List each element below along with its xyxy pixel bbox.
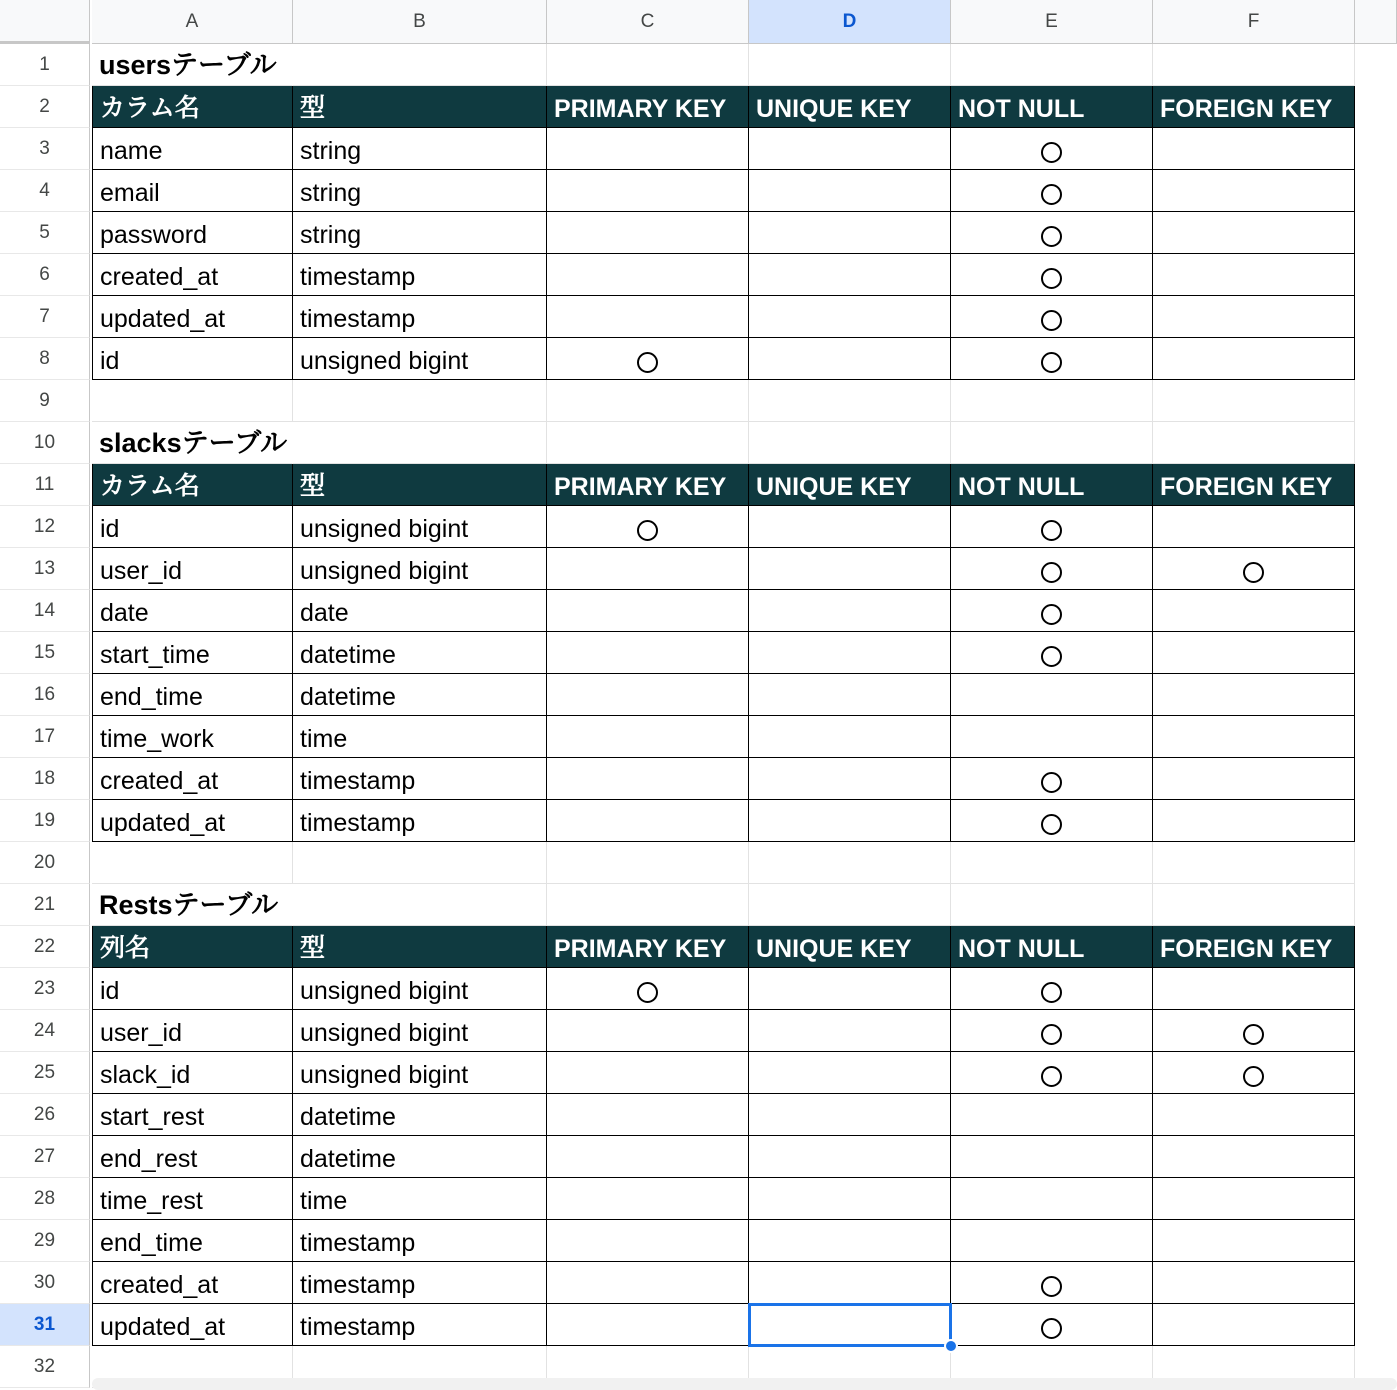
- foreign-key-cell[interactable]: [1153, 800, 1355, 842]
- row-header-1[interactable]: 1: [0, 44, 90, 86]
- unique-key-cell[interactable]: [749, 296, 951, 338]
- header-primary-key[interactable]: PRIMARY KEY: [547, 86, 749, 128]
- primary-key-cell[interactable]: [547, 1010, 749, 1052]
- check-circle-icon: [1041, 772, 1062, 793]
- row-header-5[interactable]: 5: [0, 212, 90, 254]
- primary-key-cell[interactable]: [547, 674, 749, 716]
- unique-key-cell[interactable]: [749, 632, 951, 674]
- column-type-cell[interactable]: string: [293, 128, 547, 170]
- grid-cell[interactable]: [749, 422, 951, 464]
- check-circle-icon: [1041, 604, 1062, 625]
- unique-key-cell[interactable]: [749, 590, 951, 632]
- unique-key-cell[interactable]: [749, 1094, 951, 1136]
- primary-key-cell[interactable]: [547, 632, 749, 674]
- column-header-c[interactable]: C: [547, 0, 749, 44]
- column-type-cell[interactable]: unsigned bigint: [293, 1010, 547, 1052]
- check-circle-icon: [1041, 982, 1062, 1003]
- primary-key-cell[interactable]: [547, 590, 749, 632]
- table-title[interactable]: slacksテーブル: [92, 422, 293, 464]
- row-header-13[interactable]: 13: [0, 548, 90, 590]
- not-null-cell[interactable]: [951, 758, 1153, 800]
- grid-cell[interactable]: [749, 842, 951, 884]
- unique-key-cell[interactable]: [749, 1010, 951, 1052]
- unique-key-cell[interactable]: [749, 1052, 951, 1094]
- column-name-cell[interactable]: slack_id: [92, 1052, 293, 1094]
- primary-key-cell[interactable]: [547, 1178, 749, 1220]
- grid-cell[interactable]: [293, 422, 547, 464]
- foreign-key-cell[interactable]: [1153, 674, 1355, 716]
- header-type[interactable]: 型: [293, 86, 547, 128]
- unique-key-cell[interactable]: [749, 674, 951, 716]
- header-foreign-key[interactable]: FOREIGN KEY: [1153, 926, 1355, 968]
- grid-cell[interactable]: [749, 380, 951, 422]
- not-null-cell[interactable]: [951, 128, 1153, 170]
- primary-key-cell[interactable]: [547, 1136, 749, 1178]
- column-name-cell[interactable]: id: [92, 338, 293, 380]
- primary-key-cell[interactable]: [547, 968, 749, 1010]
- foreign-key-cell[interactable]: [1153, 128, 1355, 170]
- check-circle-icon: [1041, 562, 1062, 583]
- column-type-cell[interactable]: time: [293, 716, 547, 758]
- row-header-18[interactable]: 18: [0, 758, 90, 800]
- grid-cell[interactable]: [1153, 884, 1355, 926]
- foreign-key-cell[interactable]: [1153, 1010, 1355, 1052]
- not-null-cell[interactable]: [951, 674, 1153, 716]
- row-header-20[interactable]: 20: [0, 842, 90, 884]
- row-header-8[interactable]: 8: [0, 338, 90, 380]
- not-null-cell[interactable]: [951, 548, 1153, 590]
- header-primary-key[interactable]: PRIMARY KEY: [547, 464, 749, 506]
- check-circle-icon: [1041, 520, 1062, 541]
- row-header-2[interactable]: 2: [0, 86, 90, 128]
- not-null-cell[interactable]: [951, 1010, 1153, 1052]
- column-name-cell[interactable]: name: [92, 128, 293, 170]
- foreign-key-cell[interactable]: [1153, 590, 1355, 632]
- column-name-cell[interactable]: id: [92, 968, 293, 1010]
- header-unique-key[interactable]: UNIQUE KEY: [749, 926, 951, 968]
- not-null-cell[interactable]: [951, 800, 1153, 842]
- header-column-name[interactable]: 列名: [92, 926, 293, 968]
- column-type-cell[interactable]: unsigned bigint: [293, 548, 547, 590]
- row-header-27[interactable]: 27: [0, 1136, 90, 1178]
- header-column-name[interactable]: カラム名: [92, 464, 293, 506]
- foreign-key-cell[interactable]: [1153, 1136, 1355, 1178]
- column-type-cell[interactable]: string: [293, 170, 547, 212]
- column-header-d[interactable]: D: [749, 0, 951, 44]
- foreign-key-cell[interactable]: [1153, 716, 1355, 758]
- fill-handle[interactable]: [944, 1339, 958, 1353]
- table-title[interactable]: Restsテーブル: [92, 884, 293, 926]
- grid-cell[interactable]: [293, 380, 547, 422]
- column-name-cell[interactable]: end_time: [92, 1220, 293, 1262]
- not-null-cell[interactable]: [951, 1094, 1153, 1136]
- column-header-b[interactable]: B: [293, 0, 547, 44]
- row-header-22[interactable]: 22: [0, 926, 90, 968]
- not-null-cell[interactable]: [951, 506, 1153, 548]
- check-circle-icon: [1243, 562, 1264, 583]
- primary-key-cell[interactable]: [547, 716, 749, 758]
- header-primary-key[interactable]: PRIMARY KEY: [547, 926, 749, 968]
- column-type-cell[interactable]: unsigned bigint: [293, 506, 547, 548]
- check-circle-icon: [1041, 226, 1062, 247]
- foreign-key-cell[interactable]: [1153, 1262, 1355, 1304]
- check-circle-icon: [1041, 646, 1062, 667]
- column-name-cell[interactable]: time_rest: [92, 1178, 293, 1220]
- primary-key-cell[interactable]: [547, 800, 749, 842]
- foreign-key-cell[interactable]: [1153, 1178, 1355, 1220]
- not-null-cell[interactable]: [951, 1262, 1153, 1304]
- column-name-cell[interactable]: created_at: [92, 1262, 293, 1304]
- primary-key-cell[interactable]: [547, 506, 749, 548]
- foreign-key-cell[interactable]: [1153, 296, 1355, 338]
- column-type-cell[interactable]: unsigned bigint: [293, 1052, 547, 1094]
- unique-key-cell[interactable]: [749, 254, 951, 296]
- not-null-cell[interactable]: [951, 170, 1153, 212]
- header-column-name[interactable]: カラム名: [92, 86, 293, 128]
- grid-cell[interactable]: [1153, 44, 1355, 86]
- column-type-cell[interactable]: timestamp: [293, 1220, 547, 1262]
- column-type-cell[interactable]: timestamp: [293, 800, 547, 842]
- column-type-cell[interactable]: timestamp: [293, 254, 547, 296]
- not-null-cell[interactable]: [951, 212, 1153, 254]
- column-type-cell[interactable]: unsigned bigint: [293, 338, 547, 380]
- column-name-cell[interactable]: updated_at: [92, 296, 293, 338]
- grid-cell[interactable]: [92, 380, 293, 422]
- row-header-25[interactable]: 25: [0, 1052, 90, 1094]
- primary-key-cell[interactable]: [547, 296, 749, 338]
- column-header-a[interactable]: A: [92, 0, 293, 44]
- row-header-29[interactable]: 29: [0, 1220, 90, 1262]
- not-null-cell[interactable]: [951, 296, 1153, 338]
- primary-key-cell[interactable]: [547, 1304, 749, 1346]
- grid-cell[interactable]: [1153, 380, 1355, 422]
- row-header-32[interactable]: 32: [0, 1346, 90, 1388]
- primary-key-cell[interactable]: [547, 1094, 749, 1136]
- foreign-key-cell[interactable]: [1153, 1094, 1355, 1136]
- foreign-key-cell[interactable]: [1153, 254, 1355, 296]
- check-circle-icon: [637, 520, 658, 541]
- header-foreign-key[interactable]: FOREIGN KEY: [1153, 86, 1355, 128]
- not-null-cell[interactable]: [951, 1304, 1153, 1346]
- foreign-key-cell[interactable]: [1153, 968, 1355, 1010]
- not-null-cell[interactable]: [951, 716, 1153, 758]
- foreign-key-cell[interactable]: [1153, 338, 1355, 380]
- foreign-key-cell[interactable]: [1153, 632, 1355, 674]
- check-circle-icon: [1243, 1024, 1264, 1045]
- column-name-cell[interactable]: password: [92, 212, 293, 254]
- grid-cell[interactable]: [293, 44, 547, 86]
- row-header-21[interactable]: 21: [0, 884, 90, 926]
- header-unique-key[interactable]: UNIQUE KEY: [749, 86, 951, 128]
- primary-key-cell[interactable]: [547, 1052, 749, 1094]
- unique-key-cell[interactable]: [749, 506, 951, 548]
- column-name-cell[interactable]: time_work: [92, 716, 293, 758]
- row-header-15[interactable]: 15: [0, 632, 90, 674]
- column-type-cell[interactable]: timestamp: [293, 1262, 547, 1304]
- row-header-9[interactable]: 9: [0, 380, 90, 422]
- foreign-key-cell[interactable]: [1153, 1304, 1355, 1346]
- check-circle-icon: [1041, 1318, 1062, 1339]
- row-header-24[interactable]: 24: [0, 1010, 90, 1052]
- unique-key-cell[interactable]: [749, 800, 951, 842]
- check-circle-icon: [1041, 142, 1062, 163]
- row-header-14[interactable]: 14: [0, 590, 90, 632]
- grid-cell[interactable]: [293, 884, 547, 926]
- column-type-cell[interactable]: date: [293, 590, 547, 632]
- check-circle-icon: [637, 982, 658, 1003]
- column-name-cell[interactable]: updated_at: [92, 1304, 293, 1346]
- grid-cell[interactable]: [951, 842, 1153, 884]
- column-type-cell[interactable]: timestamp: [293, 296, 547, 338]
- column-name-cell[interactable]: email: [92, 170, 293, 212]
- column-type-cell[interactable]: timestamp: [293, 758, 547, 800]
- unique-key-cell[interactable]: [749, 1136, 951, 1178]
- header-unique-key[interactable]: UNIQUE KEY: [749, 464, 951, 506]
- grid-cell[interactable]: [547, 44, 749, 86]
- primary-key-cell[interactable]: [547, 128, 749, 170]
- unique-key-cell[interactable]: [749, 758, 951, 800]
- column-type-cell[interactable]: datetime: [293, 674, 547, 716]
- grid-cell[interactable]: [547, 422, 749, 464]
- grid-cell[interactable]: [951, 44, 1153, 86]
- grid-cell[interactable]: [1153, 842, 1355, 884]
- foreign-key-cell[interactable]: [1153, 548, 1355, 590]
- header-foreign-key[interactable]: FOREIGN KEY: [1153, 464, 1355, 506]
- row-header-30[interactable]: 30: [0, 1262, 90, 1304]
- row-header-26[interactable]: 26: [0, 1094, 90, 1136]
- row-header-28[interactable]: 28: [0, 1178, 90, 1220]
- row-header-7[interactable]: 7: [0, 296, 90, 338]
- unique-key-cell[interactable]: [749, 968, 951, 1010]
- unique-key-cell[interactable]: [749, 716, 951, 758]
- primary-key-cell[interactable]: [547, 170, 749, 212]
- check-circle-icon: [1041, 1066, 1062, 1087]
- grid-cell[interactable]: [951, 884, 1153, 926]
- row-header-17[interactable]: 17: [0, 716, 90, 758]
- foreign-key-cell[interactable]: [1153, 1220, 1355, 1262]
- column-type-cell[interactable]: timestamp: [293, 1304, 547, 1346]
- header-not-null[interactable]: NOT NULL: [951, 926, 1153, 968]
- column-name-cell[interactable]: updated_at: [92, 800, 293, 842]
- not-null-cell[interactable]: [951, 590, 1153, 632]
- foreign-key-cell[interactable]: [1153, 1052, 1355, 1094]
- column-type-cell[interactable]: datetime: [293, 1136, 547, 1178]
- not-null-cell[interactable]: [951, 1052, 1153, 1094]
- not-null-cell[interactable]: [951, 254, 1153, 296]
- row-header-6[interactable]: 6: [0, 254, 90, 296]
- column-name-cell[interactable]: user_id: [92, 548, 293, 590]
- foreign-key-cell[interactable]: [1153, 506, 1355, 548]
- grid-cell[interactable]: [547, 884, 749, 926]
- primary-key-cell[interactable]: [547, 1262, 749, 1304]
- row-header-12[interactable]: 12: [0, 506, 90, 548]
- foreign-key-cell[interactable]: [1153, 212, 1355, 254]
- column-name-cell[interactable]: start_time: [92, 632, 293, 674]
- not-null-cell[interactable]: [951, 1220, 1153, 1262]
- unique-key-cell[interactable]: [749, 1178, 951, 1220]
- check-circle-icon: [637, 352, 658, 373]
- column-header-e[interactable]: E: [951, 0, 1153, 44]
- unique-key-cell[interactable]: [749, 170, 951, 212]
- grid-cell[interactable]: [547, 842, 749, 884]
- primary-key-cell[interactable]: [547, 758, 749, 800]
- unique-key-cell[interactable]: [749, 548, 951, 590]
- check-circle-icon: [1041, 1276, 1062, 1297]
- grid-cell[interactable]: [293, 842, 547, 884]
- column-name-cell[interactable]: user_id: [92, 1010, 293, 1052]
- select-all-corner[interactable]: [0, 0, 90, 44]
- horizontal-scrollbar[interactable]: [92, 1378, 1397, 1390]
- row-header-10[interactable]: 10: [0, 422, 90, 464]
- row-header-3[interactable]: 3: [0, 128, 90, 170]
- not-null-cell[interactable]: [951, 968, 1153, 1010]
- grid-cell[interactable]: [951, 380, 1153, 422]
- column-type-cell[interactable]: datetime: [293, 1094, 547, 1136]
- unique-key-cell[interactable]: [749, 128, 951, 170]
- primary-key-cell[interactable]: [547, 338, 749, 380]
- check-circle-icon: [1041, 310, 1062, 331]
- table-title[interactable]: usersテーブル: [92, 44, 293, 86]
- primary-key-cell[interactable]: [547, 212, 749, 254]
- header-type[interactable]: 型: [293, 464, 547, 506]
- check-circle-icon: [1041, 268, 1062, 289]
- row-header-23[interactable]: 23: [0, 968, 90, 1010]
- column-name-cell[interactable]: end_rest: [92, 1136, 293, 1178]
- row-header-11[interactable]: 11: [0, 464, 90, 506]
- grid-cell[interactable]: [92, 842, 293, 884]
- grid-cell[interactable]: [951, 422, 1153, 464]
- column-name-cell[interactable]: date: [92, 590, 293, 632]
- column-header-filler: [1355, 0, 1397, 44]
- column-type-cell[interactable]: string: [293, 212, 547, 254]
- primary-key-cell[interactable]: [547, 254, 749, 296]
- foreign-key-cell[interactable]: [1153, 170, 1355, 212]
- column-name-cell[interactable]: end_time: [92, 674, 293, 716]
- grid-cell[interactable]: [547, 380, 749, 422]
- foreign-key-cell[interactable]: [1153, 758, 1355, 800]
- unique-key-cell[interactable]: [749, 212, 951, 254]
- column-name-cell[interactable]: start_rest: [92, 1094, 293, 1136]
- unique-key-cell[interactable]: [749, 1304, 951, 1346]
- not-null-cell[interactable]: [951, 338, 1153, 380]
- column-type-cell[interactable]: unsigned bigint: [293, 968, 547, 1010]
- check-circle-icon: [1041, 352, 1062, 373]
- grid-cell[interactable]: [749, 44, 951, 86]
- column-type-cell[interactable]: time: [293, 1178, 547, 1220]
- header-not-null[interactable]: NOT NULL: [951, 464, 1153, 506]
- check-circle-icon: [1041, 184, 1062, 205]
- grid-cell[interactable]: [749, 884, 951, 926]
- header-type[interactable]: 型: [293, 926, 547, 968]
- header-not-null[interactable]: NOT NULL: [951, 86, 1153, 128]
- row-header-4[interactable]: 4: [0, 170, 90, 212]
- row-header-31[interactable]: 31: [0, 1304, 90, 1346]
- unique-key-cell[interactable]: [749, 1262, 951, 1304]
- unique-key-cell[interactable]: [749, 1220, 951, 1262]
- column-header-f[interactable]: F: [1153, 0, 1355, 44]
- primary-key-cell[interactable]: [547, 1220, 749, 1262]
- check-circle-icon: [1041, 814, 1062, 835]
- check-circle-icon: [1243, 1066, 1264, 1087]
- column-type-cell[interactable]: datetime: [293, 632, 547, 674]
- not-null-cell[interactable]: [951, 1136, 1153, 1178]
- primary-key-cell[interactable]: [547, 548, 749, 590]
- row-header-16[interactable]: 16: [0, 674, 90, 716]
- column-name-cell[interactable]: created_at: [92, 254, 293, 296]
- row-header-19[interactable]: 19: [0, 800, 90, 842]
- unique-key-cell[interactable]: [749, 338, 951, 380]
- column-name-cell[interactable]: created_at: [92, 758, 293, 800]
- not-null-cell[interactable]: [951, 1178, 1153, 1220]
- not-null-cell[interactable]: [951, 632, 1153, 674]
- grid-cell[interactable]: [1153, 422, 1355, 464]
- check-circle-icon: [1041, 1024, 1062, 1045]
- column-name-cell[interactable]: id: [92, 506, 293, 548]
